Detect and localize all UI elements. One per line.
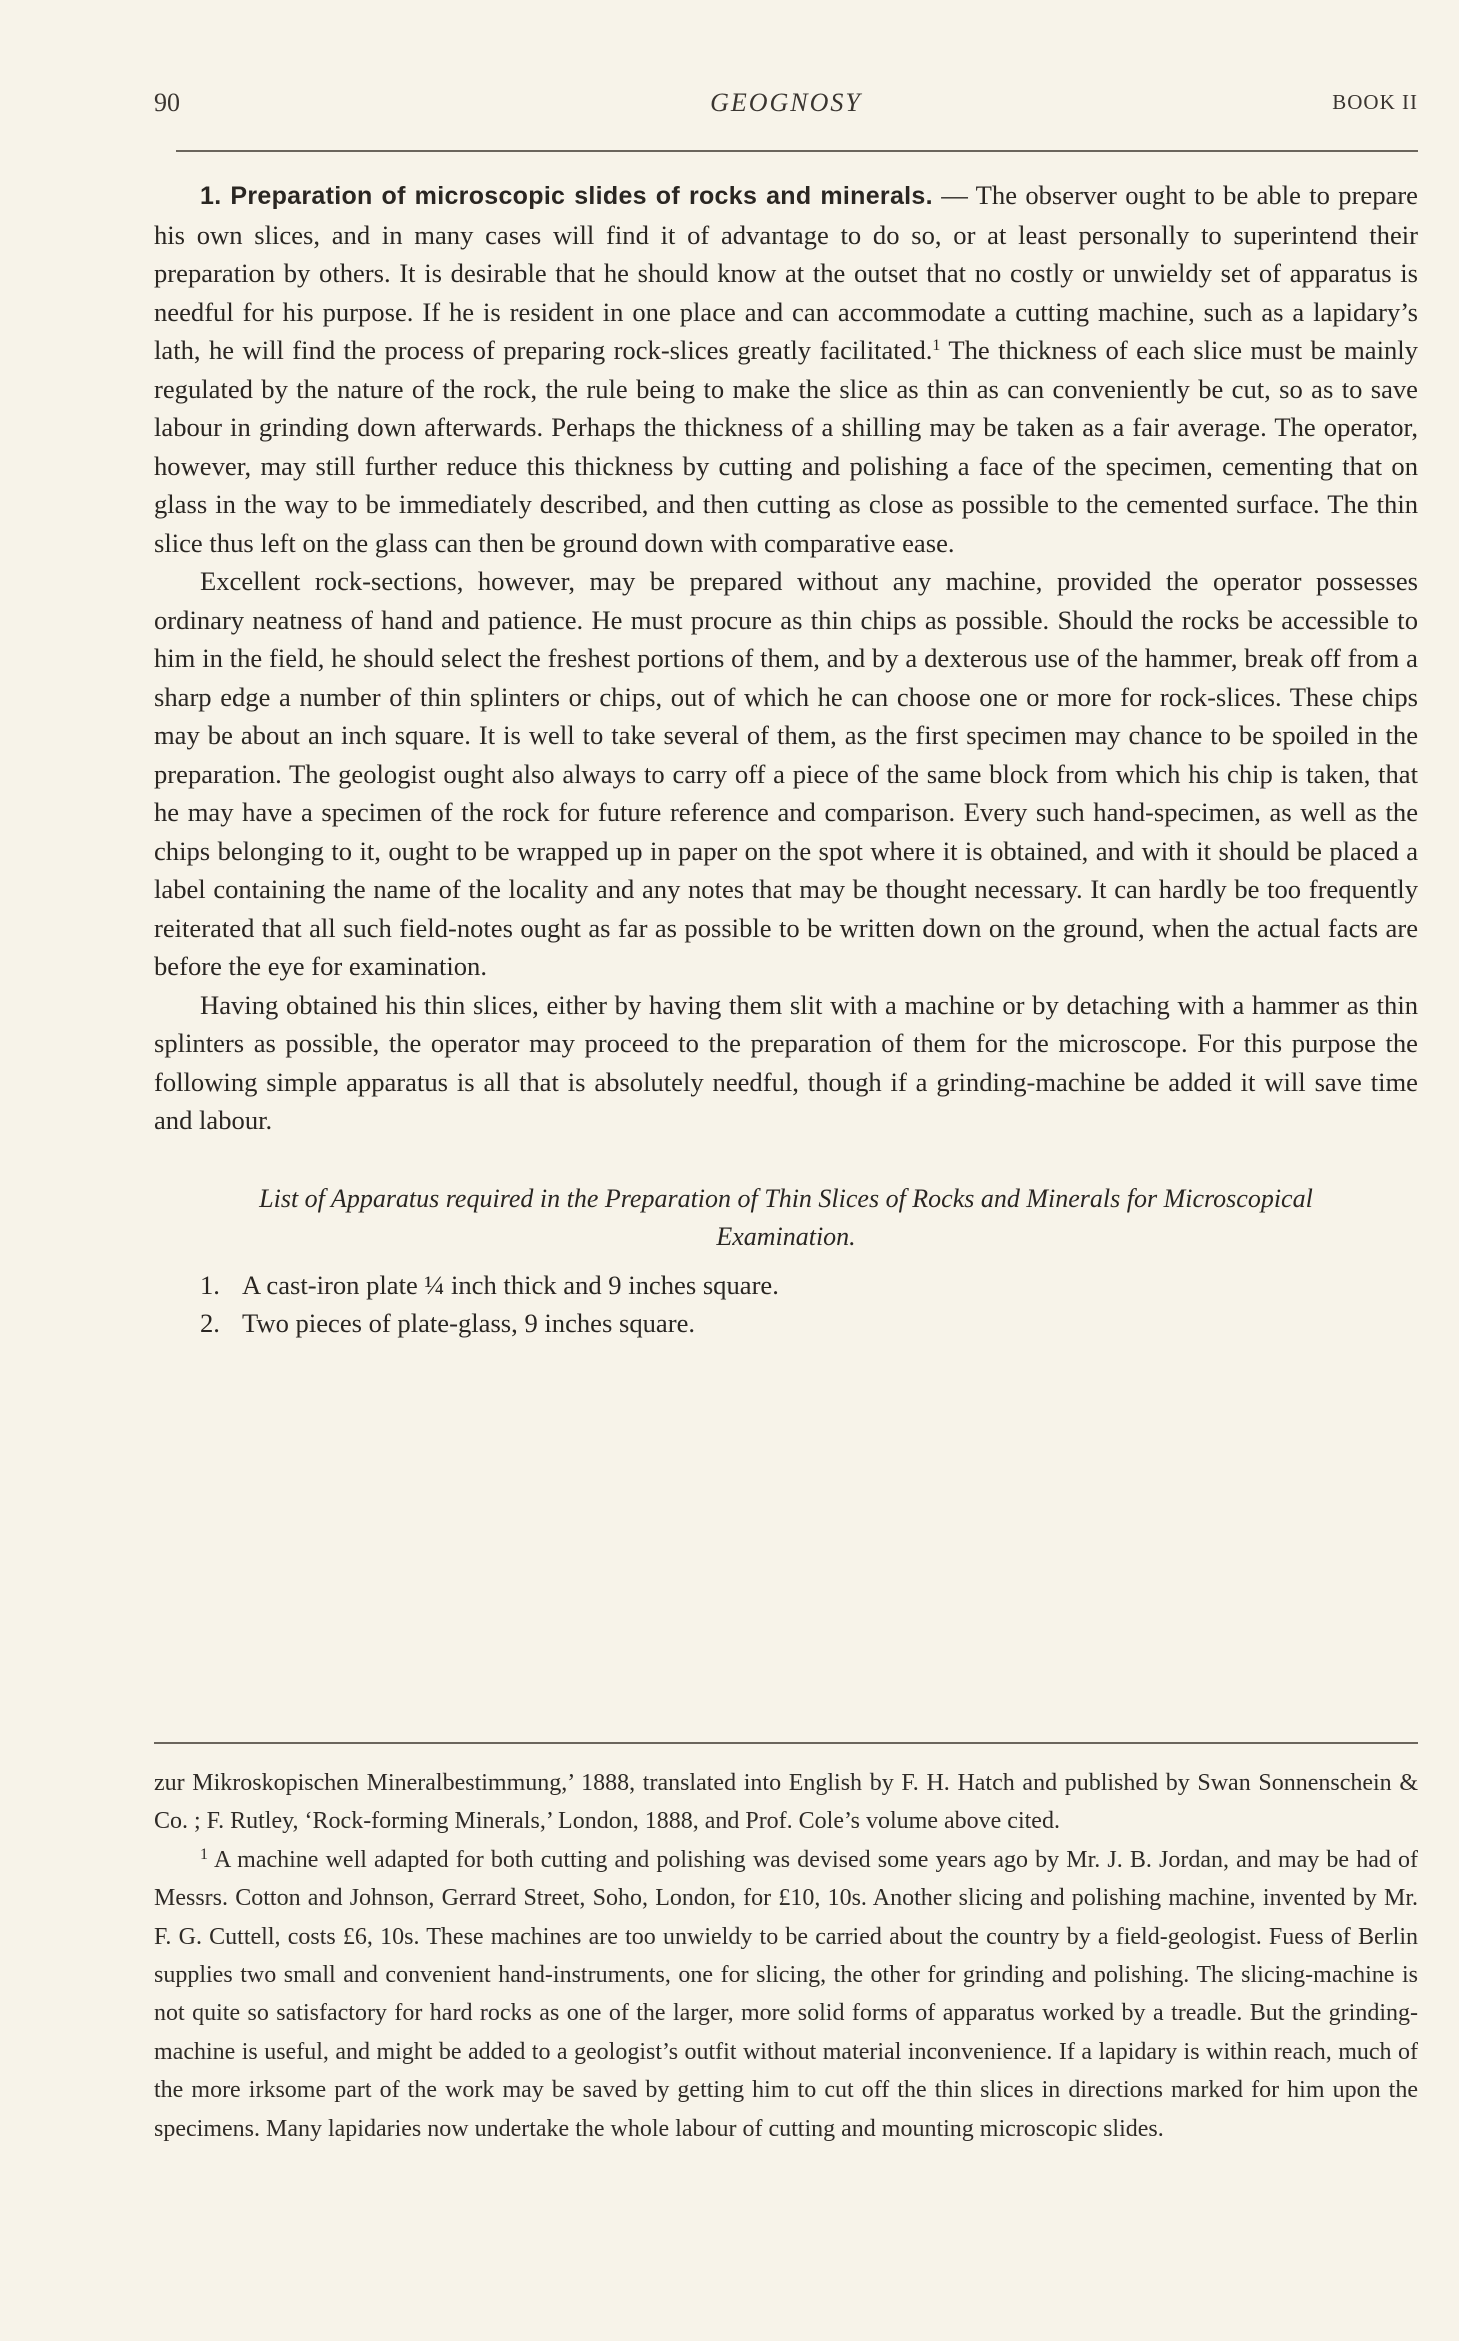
apparatus-list bbox=[154, 1266, 1418, 1342]
list-item bbox=[154, 1266, 1418, 1304]
header-rule bbox=[176, 150, 1418, 152]
section-heading-text: Preparation of microscopic slides of rocks and minerals. bbox=[230, 182, 933, 210]
footnote-continued: zur Mikroskopischen Mineralbestimmung,’ 1888, translated into English by F. H. Hatch and published by Swan Sonnenschein & Co. ; F. Rutley, ‘Rock-forming Minerals,’ London, 1888, and Prof. Cole’s volume above cited. bbox=[154, 1770, 1418, 1835]
section-number: 1. bbox=[200, 182, 222, 210]
list-item bbox=[154, 1304, 1418, 1342]
paragraph-1 bbox=[154, 176, 1418, 562]
heading-dash: — bbox=[932, 180, 976, 210]
footnotes bbox=[154, 1764, 1418, 2148]
book-page bbox=[154, 88, 1418, 2142]
list-item-text: Two pieces of plate-glass, 9 inches square. bbox=[242, 1307, 696, 1338]
apparatus-list-title: List of Apparatus required in the Preparation of Thin Slices of Rocks and Minerals for Microscopical Examination. bbox=[259, 1183, 1313, 1251]
paragraph-1-text-a: The observer ought to be able to prepare his own slices, and in many cases will find it of advantage to do so, or at least personally to superintend their preparation by others. It is desirable that he should know at the outset that no costly or unwieldy set of apparatus is needful for his purpose. If he is resident in one place and can accommodate a cutting machine, such as a lapidary’s lath, he will find the process of preparing rock-slices greatly facilitated. bbox=[154, 180, 1418, 365]
book-label: BOOK II bbox=[1332, 90, 1418, 114]
footnote-1 bbox=[154, 1841, 1418, 2148]
running-header bbox=[154, 88, 1418, 128]
footnote-reference[interactable]: 1 bbox=[932, 337, 941, 354]
paragraph-2: Excellent rock-sections, however, may be prepared without any machine, provided the operator possesses ordinary neatness of hand and patience. He must procure as thin chips as possible. Should the rocks be accessible to him in the field, he should select the freshest portions of them, and by a dexterous use of the hammer, break off from a sharp edge a number of thin splinters or chips, out of which he can choose one or more for rock-slices. These chips may be about an inch square. It is well to take several of them, as the first specimen may chance to be spoiled in the preparation. The geologist ought also always to carry off a piece of the same block from which his chip is taken, that he may have a specimen of the rock for future reference and comparison. Every such hand-specimen, as well as the chips belonging to it, ought to be wrapped up in paper on the spot where it is obtained, and with it should be placed a label containing the name of the locality and any notes that may be thought necessary. It can hardly be too frequently reiterated that all such field-notes ought as far as possible to be written down on the ground, when the actual facts are before the eye for examination. bbox=[154, 566, 1418, 981]
main-text bbox=[154, 176, 1418, 1342]
list-item-text: A cast-iron plate ¼ inch thick and 9 inches square. bbox=[242, 1269, 779, 1300]
running-title: GEOGNOSY bbox=[710, 88, 862, 117]
list-item-number: 1. bbox=[200, 1269, 220, 1300]
paragraph-3: Having obtained his thin slices, either by having them slit with a machine or by detaching with a hammer as thin splinters as possible, the operator may proceed to the preparation of them for the microscope. For this purpose the following simple apparatus is all that is absolutely needful, though if a grinding-machine be added it will save time and labour. bbox=[154, 989, 1418, 1135]
list-item-number: 2. bbox=[200, 1307, 220, 1338]
page-number: 90 bbox=[154, 88, 180, 117]
section-heading bbox=[200, 182, 933, 210]
paragraph-1-text-b: The thickness of each slice must be mainly regulated by the nature of the rock, the rule being to make the slice as thin as can conveniently be cut, so as to save labour in grinding down afterwards. Perhaps the thickness of a shilling may be taken as a fair average. The operator, however, may still further reduce this thickness by cutting and polishing a face of the specimen, cementing that on glass in the way to be immediately described, and then cutting as close as possible to the cemented surface. The thin slice thus left on the glass can then be ground down with comparative ease. bbox=[154, 335, 1418, 558]
footnote-1-text: A machine well adapted for both cutting and polishing was devised some years ago by Mr. J. B. Jordan, and may be had of Messrs. Cotton and Johnson, Gerrard Street, Soho, London, for £10, 10s. Another slicing and polishing machine, invented by Mr. F. G. Cuttell, costs £6, 10s. These machines are too unwieldy to be carried about the country by a field-geologist. Fuess of Berlin supplies two small and convenient hand-instruments, one for slicing, the other for grinding and polishing. The slicing-machine is not quite so satisfactory for hard rocks as one of the larger, more solid forms of apparatus worked by a treadle. But the grinding-machine is useful, and might be added to a geologist’s outfit without material inconvenience. If a lapidary is within reach, much of the more irksome part of the work may be saved by getting him to cut off the thin slices in directions marked for him upon the specimens. Many lapidaries now undertake the whole labour of cutting and mounting microscopic slides. bbox=[154, 1846, 1418, 2142]
footnote-rule bbox=[154, 1742, 1418, 1744]
footnote-1-mark: 1 bbox=[200, 1845, 208, 1863]
